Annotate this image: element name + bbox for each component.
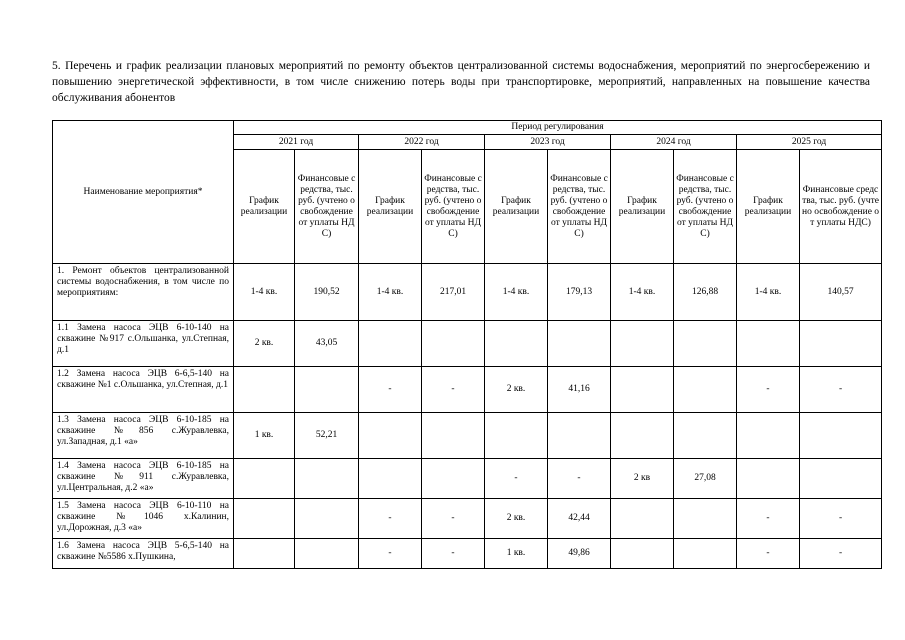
table-row [53,367,882,413]
measure-name: 1.4 Замена насоса ЭЦВ 6-10-185 на скважине №911 с.Журавлевка, ул.Центральная, д.2 «а» [53,459,234,499]
schedule-cell [611,499,674,539]
finance-cell: 217,01 [422,264,485,321]
schedule-cell [611,539,674,569]
finance-cell: - [422,499,485,539]
finance-cell [295,539,359,569]
finance-cell [674,367,737,413]
finance-cell [800,459,882,499]
schedule-header: График реализации [611,150,674,264]
finance-cell: 126,88 [674,264,737,321]
measure-name: 1. Ремонт объектов централизованной системы водоснабжения, в том числе по мероприятиям: [53,264,234,321]
finance-cell: - [800,499,882,539]
name-column-header: Наименование мероприятия* [53,121,234,264]
finance-cell [674,539,737,569]
finance-cell: - [800,367,882,413]
year-header-2023: 2023 год [485,135,611,150]
schedule-cell: 1 кв. [485,539,548,569]
finance-cell [422,413,485,459]
measure-name: 1.1 Замена насоса ЭЦВ 6-10-140 на скважине №917 с.Ольшанка, ул.Степная, д.1 [53,321,234,367]
schedule-cell [485,321,548,367]
finance-cell [295,367,359,413]
finance-cell: 41,16 [548,367,611,413]
finance-header: Финансовые средства, тыс. руб. (учтено освобождение от уплаты НДС) [800,150,882,264]
measure-name: 1.5 Замена насоса ЭЦВ 6-10-110 на скважине №1046 х.Калинин, ул.Дорожная, д.3 «а» [53,499,234,539]
period-header: Период регулирования [234,121,882,135]
schedule-cell: - [737,499,800,539]
schedule-cell: - [737,539,800,569]
finance-cell: - [548,459,611,499]
schedule-cell [359,459,422,499]
schedule-cell: - [359,499,422,539]
schedule-cell: 2 кв. [485,367,548,413]
schedule-cell: 1-4 кв. [234,264,295,321]
finance-cell: - [422,367,485,413]
finance-cell: - [800,539,882,569]
finance-cell: 140,57 [800,264,882,321]
measure-name: 1.3 Замена насоса ЭЦВ 6-10-185 на скважине №856 с.Журавлевка, ул.Западная, д.1 «а» [53,413,234,459]
schedule-cell [234,499,295,539]
finance-cell [422,459,485,499]
schedule-cell [234,459,295,499]
schedule-cell: 1-4 кв. [611,264,674,321]
schedule-cell [611,413,674,459]
schedule-cell: 2 кв. [485,499,548,539]
year-header-2021: 2021 год [234,135,359,150]
finance-cell [548,413,611,459]
finance-cell [800,413,882,459]
schedule-cell [359,321,422,367]
table-row [53,459,882,499]
table-row [53,499,882,539]
finance-cell: 49,86 [548,539,611,569]
schedule-cell: 2 кв. [234,321,295,367]
schedule-cell [737,413,800,459]
finance-header: Финансовые средства, тыс. руб. (учтено освобождение от уплаты НДС) [674,150,737,264]
finance-cell: 190,52 [295,264,359,321]
schedule-cell [234,539,295,569]
finance-cell: 27,08 [674,459,737,499]
schedule-header: График реализации [485,150,548,264]
measure-name: 1.2 Замена насоса ЭЦВ 6-6,5-140 на скважине №1 с.Ольшанка, ул.Степная, д.1 [53,367,234,413]
finance-header: Финансовые средства, тыс. руб. (учтено освобождение от уплаты НДС) [295,150,359,264]
schedule-cell [611,321,674,367]
finance-cell [295,459,359,499]
year-header-2022: 2022 год [359,135,485,150]
measure-name: 1.6 Замена насоса ЭЦВ 5-6,5-140 на скважине №5586 х.Пушкина, [53,539,234,569]
measures-table [52,120,882,569]
schedule-cell [737,321,800,367]
finance-cell [674,321,737,367]
schedule-cell [737,459,800,499]
schedule-cell [485,413,548,459]
finance-cell: - [422,539,485,569]
finance-cell: 42,44 [548,499,611,539]
schedule-cell: 1-4 кв. [359,264,422,321]
finance-cell [422,321,485,367]
table-row [53,321,882,367]
schedule-header: График реализации [234,150,295,264]
schedule-cell [234,367,295,413]
finance-header: Финансовые средства, тыс. руб. (учтено освобождение от уплаты НДС) [422,150,485,264]
year-header-2024: 2024 год [611,135,737,150]
schedule-cell [359,413,422,459]
finance-cell: 43,05 [295,321,359,367]
schedule-header: График реализации [737,150,800,264]
finance-cell [800,321,882,367]
schedule-cell: - [359,367,422,413]
table-row [53,539,882,569]
finance-cell [548,321,611,367]
section-heading: 5. Перечень и график реализации плановых мероприятий по ремонту объектов централизованной системы водоснабжения, мероприятий по энергосбережению и повышению энергетической эффективности, в том числе снижению потерь воды при транспортировке, мероприятий, направленных на повышение качества обслуживания абонентов [52,60,870,104]
schedule-cell: - [359,539,422,569]
finance-cell [674,413,737,459]
schedule-cell: - [737,367,800,413]
finance-cell [674,499,737,539]
schedule-cell: 1 кв. [234,413,295,459]
year-header-2025: 2025 год [737,135,882,150]
schedule-cell [611,367,674,413]
finance-cell [295,499,359,539]
schedule-cell: - [485,459,548,499]
table-row [53,413,882,459]
finance-cell: 179,13 [548,264,611,321]
schedule-cell: 1-4 кв. [737,264,800,321]
schedule-header: График реализации [359,150,422,264]
schedule-cell: 1-4 кв. [485,264,548,321]
finance-header: Финансовые средства, тыс. руб. (учтено освобождение от уплаты НДС) [548,150,611,264]
table-row [53,264,882,321]
schedule-cell: 2 кв [611,459,674,499]
finance-cell: 52,21 [295,413,359,459]
